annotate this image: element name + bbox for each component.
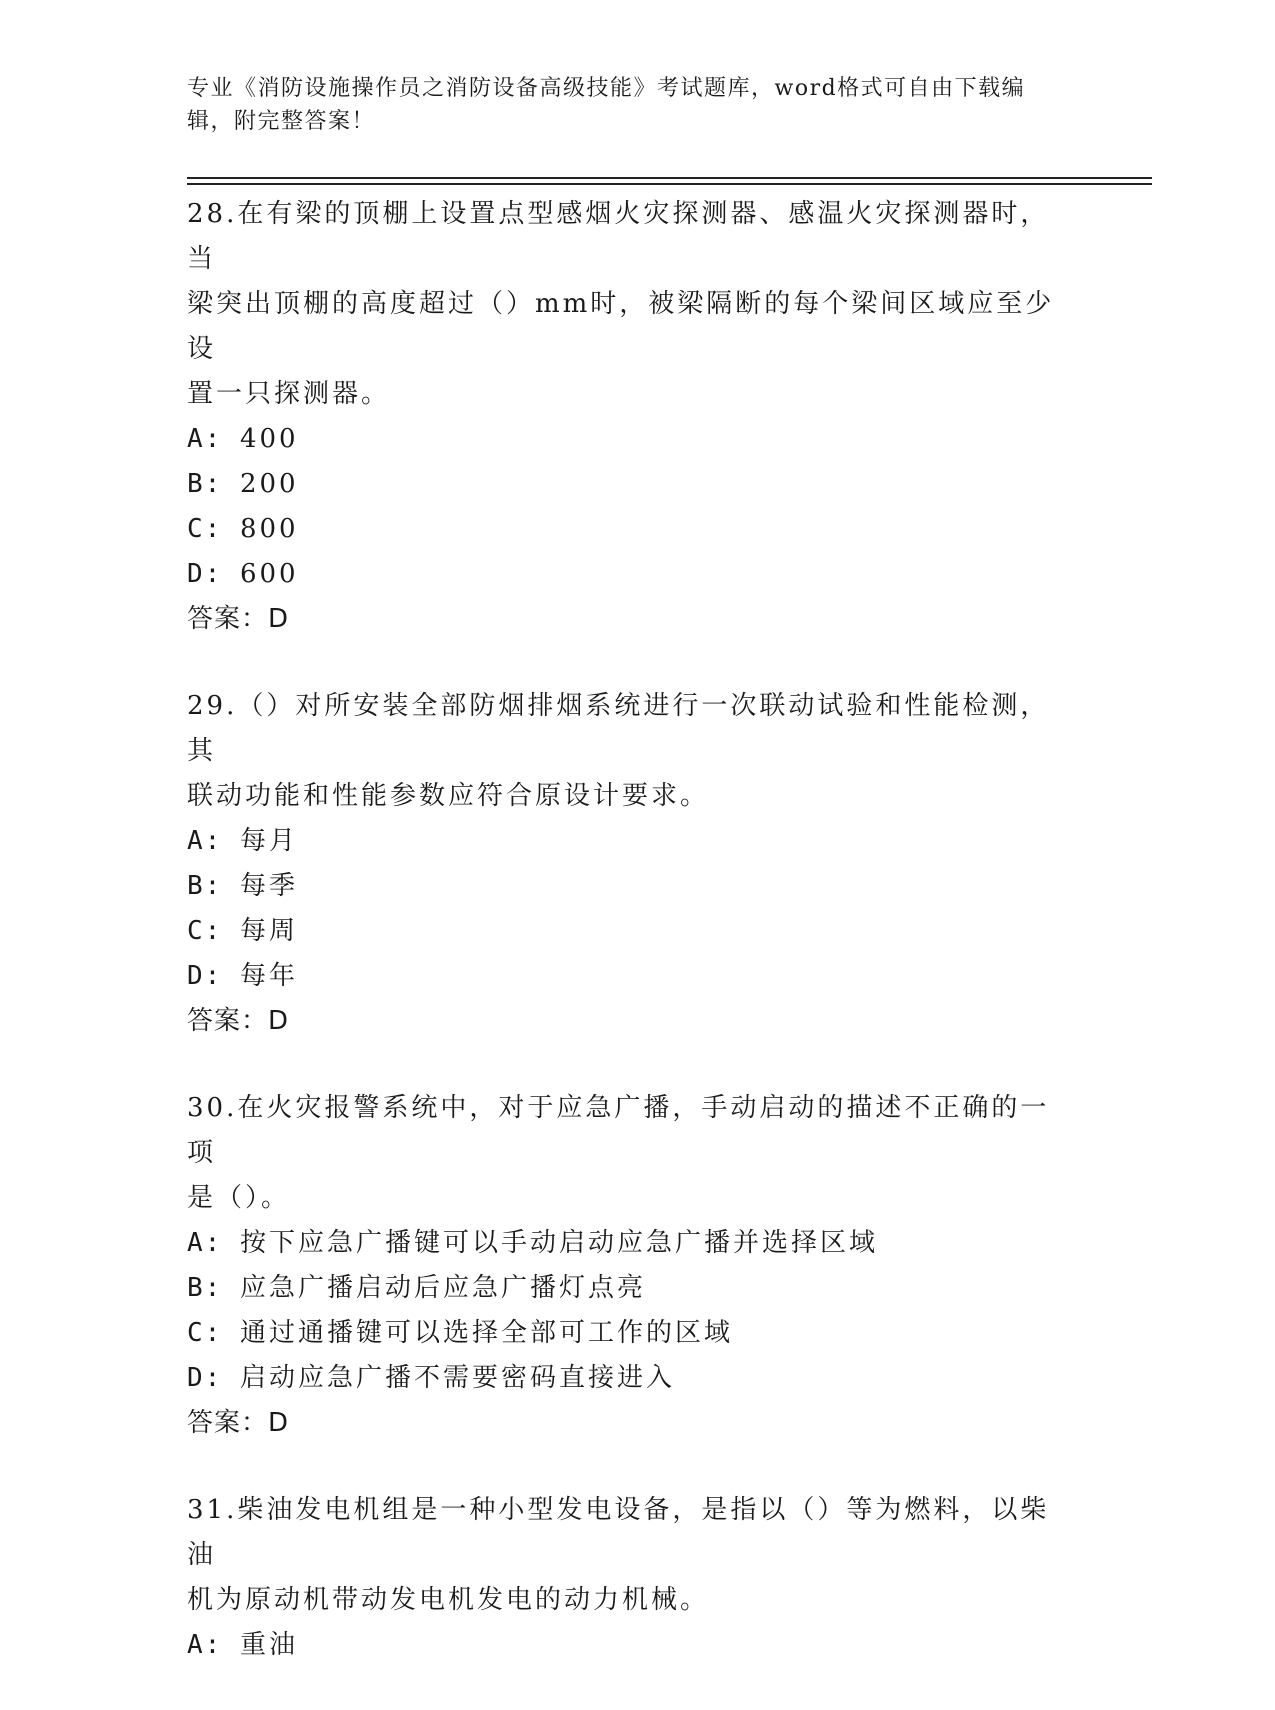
option-label: A: [187, 826, 223, 856]
option-a [187, 819, 1077, 864]
question-29 [187, 684, 1077, 1044]
option-text: 每周 [239, 916, 298, 946]
question-stem-line: 置一只探测器。 [187, 379, 391, 409]
option-b [187, 462, 1077, 507]
option-text: 200 [239, 469, 299, 499]
option-c [187, 909, 1077, 954]
option-label: A: [187, 1228, 223, 1258]
option-label: B: [187, 871, 223, 901]
option-text: 按下应急广播键可以手动启动应急广播并选择区域 [239, 1228, 878, 1258]
option-d [187, 1356, 1077, 1401]
option-text: 启动应急广播不需要密码直接进入 [239, 1363, 675, 1393]
option-text: 通过通播键可以选择全部可工作的区域 [239, 1318, 733, 1348]
option-text: 400 [239, 424, 299, 454]
question-stem-line: 联动功能和性能参数应符合原设计要求。 [187, 781, 710, 811]
option-c [187, 1311, 1077, 1356]
question-stem-line: 29.（）对所安装全部防烟排烟系统进行一次联动试验和性能检测，其 [187, 691, 1050, 766]
question-stem-line: 30.在火灾报警系统中，对于应急广播，手动启动的描述不正确的一项 [187, 1093, 1050, 1168]
option-text: 每季 [239, 871, 298, 901]
option-a [187, 1623, 1077, 1668]
header-divider-bottom [187, 183, 1152, 185]
header-line-2: 辑，附完整答案！ [187, 109, 376, 134]
option-b [187, 864, 1077, 909]
option-label: D: [187, 961, 223, 991]
option-label: D: [187, 559, 223, 589]
option-label: D: [187, 1363, 223, 1393]
header-line-1: 专业《消防设施操作员之消防设备高级技能》考试题库，word格式可自由下载编 [187, 76, 1026, 101]
option-text: 800 [239, 514, 299, 544]
question-31 [187, 1488, 1077, 1668]
option-label: A: [187, 424, 223, 454]
question-stem-line: 梁突出顶棚的高度超过（）mm时，被梁隔断的每个梁间区域应至少设 [187, 289, 1055, 364]
option-b [187, 1266, 1077, 1311]
option-label: B: [187, 469, 223, 499]
option-text: 每年 [239, 961, 298, 991]
option-c [187, 507, 1077, 552]
answer-line: 答案：D [187, 1408, 290, 1438]
option-d [187, 954, 1077, 999]
question-stem-line: 28.在有梁的顶棚上设置点型感烟火灾探测器、感温火灾探测器时，当 [187, 199, 1050, 274]
option-label: C: [187, 514, 223, 544]
question-stem-line: 机为原动机带动发电机发电的动力机械。 [187, 1585, 710, 1615]
option-text: 600 [239, 559, 299, 589]
option-label: C: [187, 1318, 223, 1348]
answer-line: 答案：D [187, 1006, 290, 1036]
question-30 [187, 1086, 1077, 1446]
option-text: 重油 [239, 1630, 298, 1660]
option-a [187, 1221, 1077, 1266]
question-28 [187, 192, 1077, 642]
option-d [187, 552, 1077, 597]
question-list [187, 192, 1077, 1710]
header-divider-top [187, 177, 1152, 179]
question-stem-line: 是（）。 [187, 1183, 291, 1213]
question-stem-line: 31.柴油发电机组是一种小型发电设备，是指以（）等为燃料，以柴油 [187, 1495, 1050, 1570]
option-label: A: [187, 1630, 223, 1660]
option-text: 应急广播启动后应急广播灯点亮 [239, 1273, 646, 1303]
answer-line: 答案：D [187, 604, 290, 634]
option-label: C: [187, 916, 223, 946]
option-text: 每月 [239, 826, 298, 856]
option-a [187, 417, 1077, 462]
document-header [187, 72, 1067, 138]
option-label: B: [187, 1273, 223, 1303]
